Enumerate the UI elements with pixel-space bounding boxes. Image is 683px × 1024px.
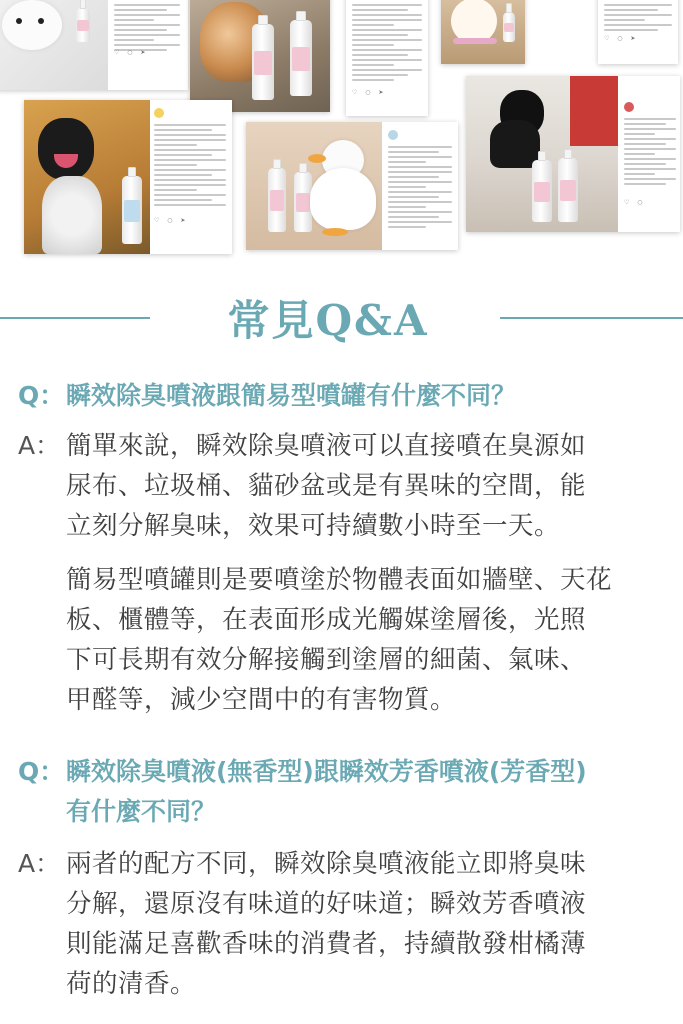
- answer-line: 兩者的配方不同，瞬效除臭噴液能立即將臭味: [66, 849, 587, 879]
- question-marker: Q：: [18, 381, 65, 410]
- answer-paragraph-1: [66, 844, 666, 1004]
- question-text: [66, 376, 666, 416]
- question-text: [66, 752, 666, 832]
- answer-line: 甲醛等，減少空間中的有害物質。: [66, 685, 457, 715]
- faq-heading: [0, 286, 683, 350]
- avatar: [388, 130, 398, 140]
- question-line: 瞬效除臭噴液(無香型)跟瞬效芳香噴液(芳香型): [66, 757, 587, 786]
- avatar: [154, 108, 164, 118]
- question-marker: Q：: [18, 757, 65, 786]
- post-photo: [466, 76, 618, 232]
- answer-line: 立刻分解臭味，效果可持續數小時至一天。: [66, 511, 561, 541]
- heading-divider-left: [0, 317, 150, 319]
- post-photo: [190, 0, 330, 112]
- post-caption: [114, 4, 180, 54]
- faq-item-1: [0, 376, 683, 716]
- post-action-icons: ♡ ○ ➤: [352, 89, 387, 96]
- social-post-collage: [0, 0, 683, 262]
- answer-marker: A：: [18, 431, 61, 460]
- post-card-caption: [346, 0, 428, 116]
- post-card-bw-dog: [24, 100, 232, 254]
- post-card-black-dog: [466, 76, 680, 232]
- post-caption: [352, 4, 422, 84]
- answer-line: 分解，還原沒有味道的好味道；瞬效芳香噴液: [66, 889, 587, 919]
- post-card-duck: [246, 122, 458, 250]
- post-caption: [604, 4, 672, 34]
- post-action-icons: ♡ ○ ➤: [604, 35, 639, 42]
- answer-line: 板、櫃體等，在表面形成光觸媒塗層後，光照: [66, 605, 587, 635]
- post-card-poodle: [441, 0, 525, 64]
- post-action-icons: ♡ ○ ➤: [154, 217, 189, 224]
- answer-line: 尿布、垃圾桶、貓砂盆或是有異味的空間，能: [66, 471, 587, 501]
- answer-marker: A：: [18, 849, 61, 878]
- answer-line: 下可長期有效分解接觸到塗層的細菌、氣味、: [66, 645, 587, 675]
- post-card-caption-2: [598, 0, 678, 64]
- question-line: 有什麼不同？: [66, 797, 217, 826]
- answer-line: 則能滿足喜歡香味的消費者，持續散發柑橘薄: [66, 929, 587, 959]
- answer-paragraph-2: [66, 560, 666, 720]
- post-caption: [624, 118, 676, 188]
- post-action-icons: ♡ ○: [624, 199, 646, 206]
- answer-line: 簡單來說，瞬效除臭噴液可以直接噴在臭源如: [66, 431, 587, 461]
- page-title: 常見Q&A: [227, 296, 429, 345]
- post-photo: [0, 0, 108, 90]
- answer-line: 荷的清香。: [66, 969, 197, 999]
- answer-line: 簡易型噴罐則是要噴塗於物體表面如牆壁、天花: [66, 565, 613, 595]
- post-card-white-dog: [0, 0, 188, 90]
- heading-divider-right: [500, 317, 683, 319]
- question-line: 瞬效除臭噴液跟簡易型噴罐有什麼不同？: [66, 381, 517, 410]
- post-caption: [388, 146, 452, 231]
- post-caption: [154, 124, 226, 209]
- post-action-icons: ♡ ○ ➤: [114, 49, 149, 56]
- faq-item-2: [0, 752, 683, 1022]
- post-card-cat: [190, 0, 330, 112]
- post-photo: [246, 122, 382, 250]
- post-photo: [441, 0, 525, 64]
- post-photo: [24, 100, 150, 254]
- avatar: [624, 102, 634, 112]
- answer-paragraph-1: [66, 426, 666, 546]
